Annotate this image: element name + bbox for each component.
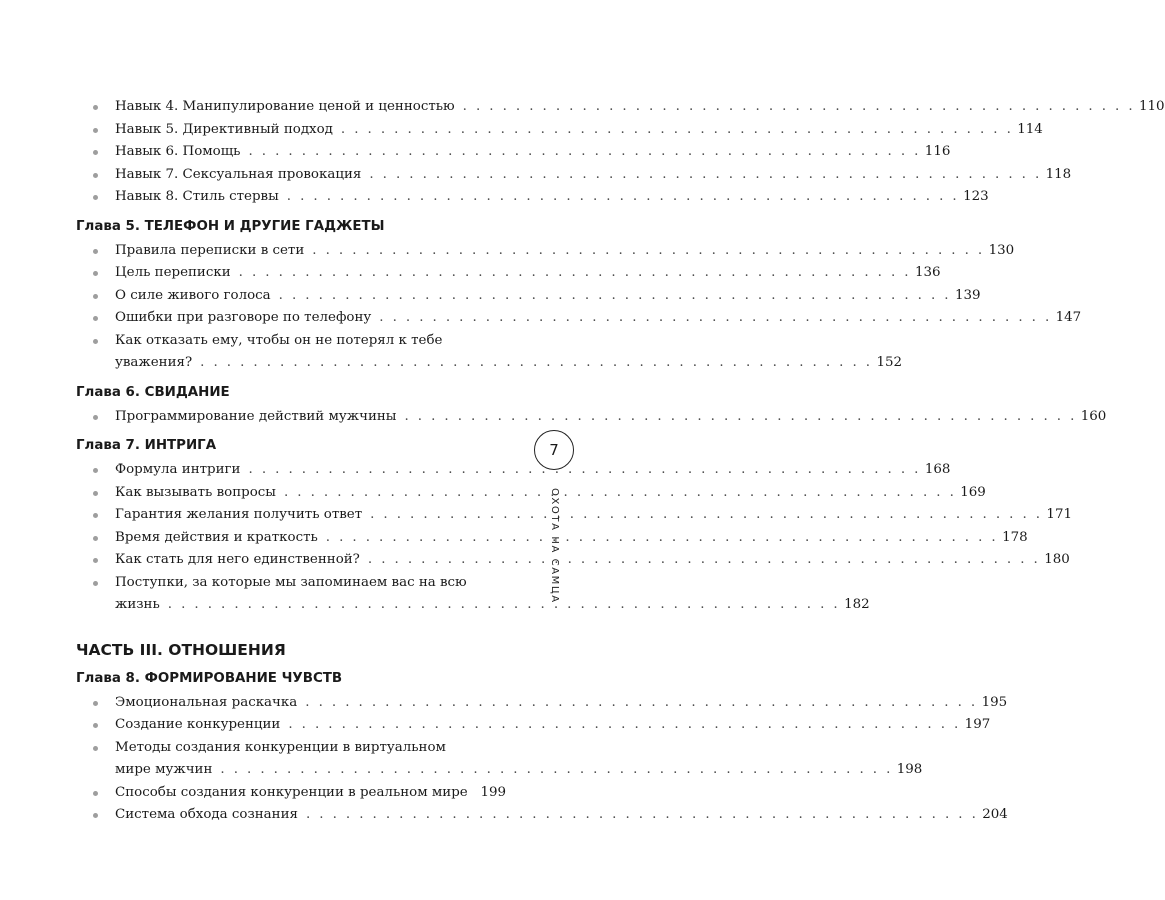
toc-entry-line bbox=[115, 262, 941, 285]
toc-entry[interactable] bbox=[76, 307, 1082, 330]
toc-entry-page: 168 bbox=[924, 462, 951, 477]
toc-entry[interactable] bbox=[76, 572, 870, 617]
toc-entry-title: уважения? bbox=[115, 355, 193, 370]
toc-entry[interactable] bbox=[76, 737, 923, 782]
dot-leader bbox=[476, 782, 477, 805]
dot-leader: . . . . . . . . . . . . . . . . . . . . . . . . . . . . . . . . . . . . . . . . . . . . . . . . . . . bbox=[238, 265, 911, 280]
dot-leader: . . . . . . . . . . . . . . . . . . . . . . . . . . . . . . . . . . . . . . . . . . . . . . . . . . . bbox=[369, 166, 1042, 182]
toc-entry-page: 123 bbox=[963, 189, 989, 204]
dot-leader: . . . . . . . . . . . . . . . . . . . . . . . . . . . . . . . . . . . . . . . . . . . . . . . . . . . bbox=[305, 807, 979, 822]
toc-entry-title: О силе живого голоса bbox=[115, 287, 271, 303]
toc-entry-line bbox=[115, 240, 1015, 263]
bullet-icon bbox=[93, 316, 98, 321]
toc-entry-line bbox=[115, 782, 506, 805]
bullet-icon bbox=[93, 173, 98, 178]
bullet-icon bbox=[93, 150, 98, 155]
toc-entry-page: 136 bbox=[914, 265, 941, 280]
toc-entry-page: 195 bbox=[981, 694, 1008, 710]
toc-entry-title: Методы создания конкуренции в виртуальном bbox=[115, 739, 446, 755]
toc-entry[interactable] bbox=[76, 262, 941, 285]
bullet-icon bbox=[93, 415, 98, 420]
toc-entry-line bbox=[115, 804, 1008, 827]
toc-entry[interactable] bbox=[76, 240, 1015, 263]
toc-entry-line bbox=[115, 572, 506, 595]
toc-entry-line bbox=[115, 352, 902, 375]
chapter-heading: Глава 5. ТЕЛЕФОН И ДРУГИЕ ГАДЖЕТЫ bbox=[76, 218, 385, 234]
toc-entry-line bbox=[115, 594, 870, 617]
toc-entry-title: Способы создания конкуренции в реальном мире bbox=[115, 784, 468, 800]
dot-leader: . . . . . . . . . . . . . . . . . . . . . . . . . . . . . . . . . . . . . . . . . . . . . . . . . . . bbox=[283, 484, 957, 500]
book-title-vertical: ОХОТА НА САМЦА bbox=[549, 488, 560, 604]
bullet-icon bbox=[93, 271, 98, 276]
toc-entry[interactable] bbox=[76, 186, 989, 209]
toc-entry[interactable] bbox=[76, 330, 902, 375]
toc-entry-title: Навык 8. Стиль стервы bbox=[115, 189, 279, 204]
toc-entry-title: Как отказать ему, чтобы он не потерял к тебе bbox=[115, 332, 443, 348]
toc-entry-page: 114 bbox=[1017, 121, 1043, 137]
dot-leader: . . . . . . . . . . . . . . . . . . . . . . . . . . . . . . . . . . . . . . . . . . . . . . . . . . . bbox=[404, 408, 1077, 424]
toc-entry-line bbox=[115, 459, 951, 482]
page-number-circle bbox=[534, 430, 574, 470]
dot-leader: . . . . . . . . . . . . . . . . . . . . . . . . . . . . . . . . . . . . . . . . . . . . . . . . . . . bbox=[200, 355, 873, 370]
toc-entry-title: Навык 4. Манипулирование ценой и ценностью bbox=[115, 99, 455, 114]
toc-entry-title: Навык 7. Сексуальная провокация bbox=[115, 166, 362, 182]
toc-entry-page: 169 bbox=[960, 484, 986, 500]
toc-entry-page: 147 bbox=[1055, 310, 1082, 325]
toc-entry[interactable] bbox=[76, 119, 1043, 142]
dot-leader: . . . . . . . . . . . . . . . . . . . . . . . . . . . . . . . . . . . . . . . . . . . . . . . . . . . bbox=[288, 717, 961, 732]
toc-entry[interactable] bbox=[76, 527, 1028, 550]
toc-entry[interactable] bbox=[76, 549, 1070, 572]
bullet-icon bbox=[93, 791, 98, 796]
dot-leader: . . . . . . . . . . . . . . . . . . . . . . . . . . . . . . . . . . . . . . . . . . . . . . . . . . . bbox=[325, 529, 999, 545]
part-heading: ЧАСТЬ III. ОТНОШЕНИЯ bbox=[76, 640, 286, 659]
toc-entry-title: Система обхода сознания bbox=[115, 807, 298, 822]
toc-entry-line bbox=[115, 759, 923, 782]
chapter-heading: Глава 8. ФОРМИРОВАНИЕ ЧУВСТВ bbox=[76, 670, 343, 686]
bullet-icon bbox=[93, 513, 98, 518]
toc-entry-title: Эмоциональная раскачка bbox=[115, 694, 298, 710]
toc-entry-line bbox=[115, 330, 506, 353]
bullet-icon bbox=[93, 558, 98, 563]
toc-entry-page: 199 bbox=[480, 784, 506, 800]
bullet-icon bbox=[93, 723, 98, 728]
toc-entry-title: Как вызывать вопросы bbox=[115, 484, 276, 500]
toc-entry-line bbox=[115, 119, 1043, 142]
bullet-icon bbox=[93, 536, 98, 541]
bullet-icon bbox=[93, 339, 98, 344]
page-number: 7 bbox=[549, 441, 559, 459]
toc-entry[interactable] bbox=[76, 692, 1008, 715]
toc-entry[interactable] bbox=[76, 459, 951, 482]
toc-entry-page: 178 bbox=[1002, 529, 1028, 545]
toc-entry-title: Поступки, за которые мы запоминаем вас на всю bbox=[115, 574, 467, 590]
bullet-icon bbox=[93, 468, 98, 473]
toc-entry-page: 130 bbox=[988, 242, 1015, 258]
bullet-icon bbox=[93, 195, 98, 200]
toc-entry-title: Гарантия желания получить ответ bbox=[115, 507, 363, 522]
running-title bbox=[544, 488, 564, 638]
dot-leader: . . . . . . . . . . . . . . . . . . . . . . . . . . . . . . . . . . . . . . . . . . . . . . . . . . . bbox=[305, 694, 978, 710]
bullet-icon bbox=[93, 701, 98, 706]
toc-entry-title: Создание конкуренции bbox=[115, 717, 281, 732]
chapter-heading: Глава 6. СВИДАНИЕ bbox=[76, 384, 230, 400]
bullet-icon bbox=[93, 105, 98, 110]
toc-entry-title: Правила переписки в сети bbox=[115, 242, 305, 258]
chapter-heading: Глава 7. ИНТРИГА bbox=[76, 438, 217, 453]
toc-entry-page: 118 bbox=[1045, 166, 1072, 182]
bullet-icon bbox=[93, 249, 98, 254]
toc-entry-line bbox=[115, 406, 1107, 429]
toc-entry-title: Как стать для него единственной? bbox=[115, 552, 360, 567]
toc-entry-page: 197 bbox=[964, 717, 991, 732]
toc-entry-line bbox=[115, 285, 981, 308]
toc-entry[interactable] bbox=[76, 285, 981, 308]
bullet-icon bbox=[93, 128, 98, 133]
toc-entry-line bbox=[115, 186, 989, 209]
toc-entry[interactable] bbox=[76, 504, 1072, 527]
dot-leader: . . . . . . . . . . . . . . . . . . . . . . . . . . . . . . . . . . . . . . . . . . . . . . . . . . . bbox=[248, 462, 921, 477]
toc-entry-line bbox=[115, 307, 1082, 330]
toc-entry-page: 198 bbox=[896, 762, 923, 777]
toc-entry-title: Навык 5. Директивный подход bbox=[115, 121, 333, 137]
toc-entry-line bbox=[115, 737, 506, 760]
toc-entry-line bbox=[115, 141, 951, 164]
toc-entry-line bbox=[115, 692, 1008, 715]
bullet-icon bbox=[93, 813, 98, 818]
toc-entry-page: 116 bbox=[924, 144, 951, 159]
dot-leader: . . . . . . . . . . . . . . . . . . . . . . . . . . . . . . . . . . . . . . . . . . . . . . . . . . . bbox=[167, 597, 841, 612]
dot-leader: . . . . . . . . . . . . . . . . . . . . . . . . . . . . . . . . . . . . . . . . . . . . . . . . . . . bbox=[370, 507, 1043, 522]
dot-leader: . . . . . . . . . . . . . . . . . . . . . . . . . . . . . . . . . . . . . . . . . . . . . . . . . . . bbox=[278, 287, 951, 303]
toc-entry[interactable] bbox=[76, 804, 1008, 827]
toc-entry-title: Программирование действий мужчины bbox=[115, 408, 397, 424]
bullet-icon bbox=[93, 294, 98, 299]
toc-entry-page: 160 bbox=[1080, 408, 1107, 424]
toc-entry[interactable] bbox=[76, 482, 986, 505]
toc-entry-line bbox=[115, 96, 1165, 119]
bullet-icon bbox=[93, 746, 98, 751]
toc-entry[interactable] bbox=[76, 141, 951, 164]
toc-entry[interactable] bbox=[76, 96, 1165, 119]
toc-entry[interactable] bbox=[76, 714, 991, 737]
toc-entry-title: жизнь bbox=[115, 597, 160, 612]
toc-entry-page: 180 bbox=[1044, 552, 1070, 567]
toc-entry[interactable] bbox=[76, 782, 506, 805]
dot-leader: . . . . . . . . . . . . . . . . . . . . . . . . . . . . . . . . . . . . . . . . . . . . . . . . . . . bbox=[286, 189, 960, 204]
toc-entry-page: 152 bbox=[876, 355, 902, 370]
dot-leader: . . . . . . . . . . . . . . . . . . . . . . . . . . . . . . . . . . . . . . . . . . . . . . . . . . . bbox=[220, 762, 893, 777]
toc-entry-title: Время действия и краткость bbox=[115, 529, 318, 545]
dot-leader: . . . . . . . . . . . . . . . . . . . . . . . . . . . . . . . . . . . . . . . . . . . . . . . . . . . bbox=[379, 310, 1052, 325]
dot-leader: . . . . . . . . . . . . . . . . . . . . . . . . . . . . . . . . . . . . . . . . . . . . . . . . . . . bbox=[462, 99, 1135, 114]
toc-entry-line bbox=[115, 504, 1072, 527]
toc-entry-line bbox=[115, 164, 1072, 187]
toc-entry-page: 171 bbox=[1046, 507, 1072, 522]
toc-entry-title: Формула интриги bbox=[115, 462, 241, 477]
toc-entry-page: 204 bbox=[982, 807, 1008, 822]
dot-leader: . . . . . . . . . . . . . . . . . . . . . . . . . . . . . . . . . . . . . . . . . . . . . . . . . . . bbox=[312, 242, 985, 258]
toc-entry-title: мире мужчин bbox=[115, 762, 213, 777]
toc-entry[interactable] bbox=[76, 406, 1107, 429]
toc-entry-line bbox=[115, 482, 986, 505]
dot-leader: . . . . . . . . . . . . . . . . . . . . . . . . . . . . . . . . . . . . . . . . . . . . . . . . . . . bbox=[248, 144, 921, 159]
toc-entry-title: Навык 6. Помощь bbox=[115, 144, 241, 159]
toc-entry[interactable] bbox=[76, 164, 1072, 187]
dot-leader: . . . . . . . . . . . . . . . . . . . . . . . . . . . . . . . . . . . . . . . . . . . . . . . . . . . bbox=[367, 552, 1041, 567]
dot-leader: . . . . . . . . . . . . . . . . . . . . . . . . . . . . . . . . . . . . . . . . . . . . . . . . . . . bbox=[340, 121, 1014, 137]
toc-entry-line bbox=[115, 549, 1070, 572]
toc-entry-page: 139 bbox=[954, 287, 981, 303]
bullet-icon bbox=[93, 491, 98, 496]
bullet-icon bbox=[93, 581, 98, 586]
toc-entry-page: 182 bbox=[844, 597, 870, 612]
toc-entry-page: 110 bbox=[1138, 99, 1165, 114]
toc-entry-line bbox=[115, 714, 991, 737]
toc-entry-title: Ошибки при разговоре по телефону bbox=[115, 310, 372, 325]
toc-entry-title: Цель переписки bbox=[115, 265, 231, 280]
toc-entry-line bbox=[115, 527, 1028, 550]
